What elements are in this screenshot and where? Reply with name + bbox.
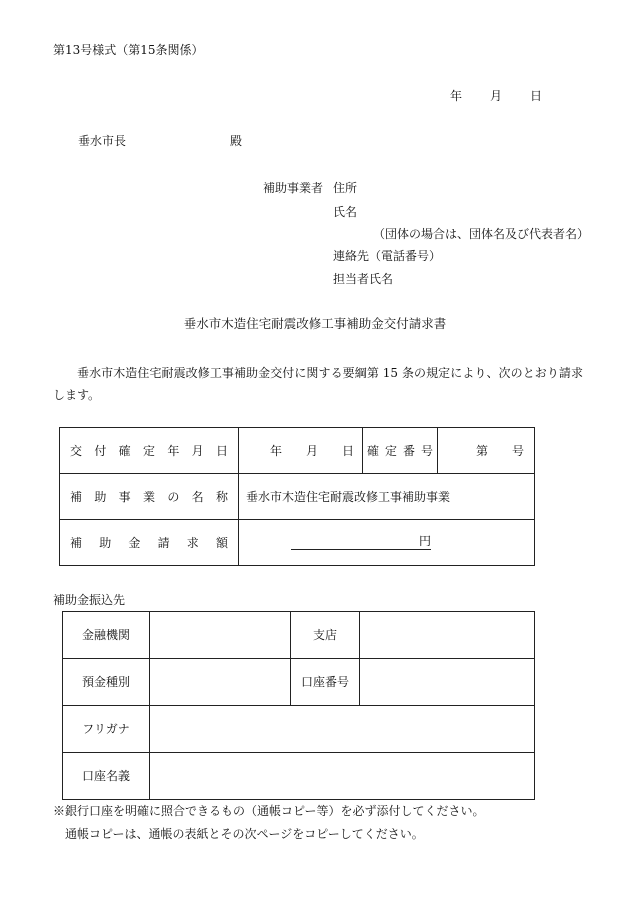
grant-project-name-row (60, 474, 535, 520)
form-number: 第13号様式（第15条関係） (53, 43, 204, 57)
furigana-label: フリガナ (63, 706, 150, 753)
bank-furigana-row (63, 706, 535, 753)
grant-amount-row (60, 520, 535, 566)
bank-deposit-row (63, 659, 535, 706)
bank-branch-field[interactable] (360, 612, 535, 659)
grant-amount-label: 補助金請求額 (60, 520, 239, 566)
bank-account-name-row (63, 753, 535, 800)
applicant-role-label: 補助事業者 (263, 181, 324, 195)
note-line-2: 通帳コピーは、通帳の表紙とその次ページをコピーしてください。 (65, 827, 424, 841)
grant-confirm-date-row (60, 428, 535, 474)
addressee-honorific: 殿 (230, 134, 243, 148)
applicant-address-label: 住所 (333, 181, 358, 195)
date-month: 月 (490, 89, 503, 103)
grant-project-name-label: 補助事業の名称 (60, 474, 239, 520)
grant-table (59, 427, 535, 566)
submission-date (450, 90, 542, 102)
applicant-person-label: 担当者氏名 (333, 272, 394, 286)
applicant-contact-label: 連絡先（電話番号） (333, 249, 442, 263)
grant-amount-field[interactable] (239, 520, 535, 566)
grant-date-year: 年 (269, 443, 282, 458)
body-text: 垂水市木造住宅耐震改修工事補助金交付に関する要綱第 15 条の規定により、次のとおり請求します。 (53, 366, 583, 402)
bank-institution-field[interactable] (150, 612, 291, 659)
grant-number-field[interactable] (438, 428, 535, 474)
grant-number-label: 確定番号 (363, 428, 438, 474)
account-name-label: 口座名義 (63, 753, 150, 800)
bank-branch-label: 支店 (291, 612, 360, 659)
grant-number-prefix: 第 (475, 443, 488, 458)
grant-confirm-date-label: 交付確定年月日 (60, 428, 239, 474)
bank-institution-label: 金融機関 (63, 612, 150, 659)
grant-confirm-date-field[interactable] (239, 428, 363, 474)
applicant-address-row (263, 182, 357, 194)
account-number-field[interactable] (360, 659, 535, 706)
bank-institution-row (63, 612, 535, 659)
account-name-field[interactable] (150, 753, 535, 800)
deposit-type-field[interactable] (150, 659, 291, 706)
date-year: 年 (450, 89, 463, 103)
furigana-field[interactable] (150, 706, 535, 753)
bank-heading: 補助金振込先 (53, 593, 126, 607)
document-title: 垂水市木造住宅耐震改修工事補助金交付請求書 (183, 316, 447, 331)
addressee-name: 垂水市長 (78, 134, 127, 148)
applicant-name-label: 氏名 (333, 205, 358, 219)
grant-project-name-value: 垂水市木造住宅耐震改修工事補助事業 (239, 474, 535, 520)
grant-amount-unit: 円 (291, 535, 431, 550)
grant-date-day: 日 (341, 443, 354, 458)
grant-date-month: 月 (305, 443, 318, 458)
date-day: 日 (530, 89, 543, 103)
applicant-group-note: （団体の場合は、団体名及び代表者名） (373, 227, 590, 241)
bank-table (62, 611, 535, 800)
note-line-1: ※銀行口座を明確に照合できるもの（通帳コピー等）を必ず添付してください。 (53, 804, 485, 818)
account-number-label: 口座番号 (291, 659, 360, 706)
deposit-type-label: 預金種別 (63, 659, 150, 706)
grant-number-suffix: 号 (511, 443, 524, 458)
